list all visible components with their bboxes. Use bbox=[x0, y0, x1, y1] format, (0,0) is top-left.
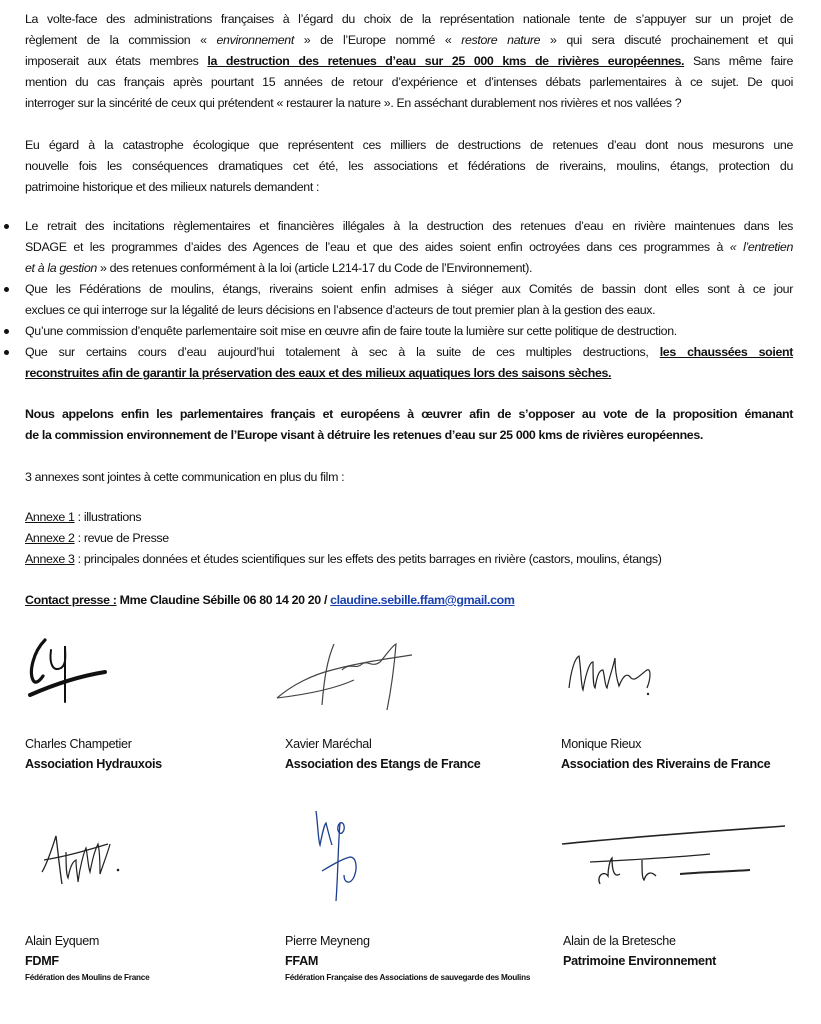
intro-line: La volte-face des administrations françaises à l’égard du choix de la représentation nationale tente de s’appuyer sur un projet de bbox=[25, 12, 793, 26]
appeal-paragraph bbox=[25, 404, 793, 446]
demand-line: exclues ce qui interroge sur la légalité de leurs décisions en l’absence d’acteurs de tout premier plan à la gestion des eaux. bbox=[25, 303, 656, 317]
separator: : bbox=[74, 531, 84, 545]
signature-meyneng bbox=[310, 805, 390, 905]
intro-line bbox=[25, 30, 793, 51]
annex-item bbox=[25, 507, 793, 528]
demand-item bbox=[0, 321, 821, 342]
signatory-org: Association des Riverains de France bbox=[561, 757, 771, 771]
text-run: » de l’Europe nommé « bbox=[293, 33, 462, 47]
contact-line bbox=[25, 590, 793, 611]
signature-champetier bbox=[25, 632, 115, 712]
signatory-1 bbox=[25, 734, 285, 774]
signatory-name: Alain de la Bretesche bbox=[563, 934, 676, 948]
signatory-org: FFAM bbox=[285, 954, 319, 968]
demand-line bbox=[25, 342, 793, 363]
signatory-name: Charles Champetier bbox=[25, 737, 132, 751]
annex-label: Annexe 3 bbox=[25, 552, 75, 566]
signatory-org: Association des Etangs de France bbox=[285, 757, 481, 771]
appeal-line: Nous appelons enfin les parlementaires français et européens à œuvrer afin de s’opposer au vote de la proposition émanant bbox=[25, 407, 793, 421]
demands-intro-line: nouvelle fois les conséquences dramatiques cet été, les associations et fédérations de riverains, moulins, étangs, protection du bbox=[25, 159, 793, 173]
contact-email-link[interactable]: claudine.sebille.ffam@gmail.com bbox=[330, 593, 515, 607]
annexes-intro bbox=[25, 467, 793, 488]
separator: : bbox=[74, 552, 84, 566]
annex-desc: principales données et études scientifiques sur les effets des petits barrages en rivière (castors, moulins, étangs) bbox=[83, 552, 662, 566]
demand-line: Que les Fédérations de moulins, étangs, riverains soient enfin admises à siéger aux Comités de bassin dont elles sont à ce jour bbox=[25, 282, 793, 296]
bullet-icon bbox=[4, 224, 9, 229]
signatory-6 bbox=[563, 931, 821, 971]
text-run: Que sur certains cours d’eau aujourd’hui totalement à sec à la suite de ces multiples destructions, bbox=[25, 345, 660, 359]
appeal-line: de la commission environnement de l’Europe visant à détruire les retenues d’eau sur 25 000 kms de rivières européennes. bbox=[25, 428, 703, 442]
demands-intro-line: patrimoine historique et des milieux naturels demandent : bbox=[25, 180, 320, 194]
separator: : bbox=[74, 510, 84, 524]
contact-text bbox=[25, 590, 793, 611]
signature-bretesche bbox=[560, 818, 790, 898]
signatory-org: FDMF bbox=[25, 954, 59, 968]
italic-term: restore nature bbox=[461, 33, 541, 47]
demand-item bbox=[0, 216, 821, 279]
text-run: imposerait aux états membres bbox=[25, 54, 208, 68]
annex-label: Annexe 2 bbox=[25, 531, 75, 545]
demand-line bbox=[25, 237, 793, 258]
demand-item bbox=[0, 279, 821, 321]
annex-label: Annexe 1 bbox=[25, 510, 75, 524]
signatory-name: Xavier Maréchal bbox=[285, 737, 372, 751]
italic-term: « l’entretien bbox=[729, 240, 793, 254]
annex-item bbox=[25, 528, 793, 549]
signature-marechal bbox=[272, 640, 422, 715]
demand-item bbox=[0, 342, 821, 384]
demand-line bbox=[25, 258, 793, 279]
demand-line bbox=[25, 363, 793, 384]
signatory-org: Patrimoine Environnement bbox=[563, 954, 717, 968]
signatory-name: Pierre Meyneng bbox=[285, 934, 370, 948]
annexes-intro-text: 3 annexes sont jointes à cette communication en plus du film : bbox=[25, 470, 345, 484]
signatory-org-full: Fédération des Moulins de France bbox=[25, 973, 150, 982]
intro-paragraph bbox=[25, 9, 793, 114]
annex-desc: illustrations bbox=[83, 510, 142, 524]
bullet-icon bbox=[4, 287, 9, 292]
bullet-icon bbox=[4, 329, 9, 334]
text-run: » des retenues conformément à la loi (article L214-17 du Code de l’Environnement). bbox=[96, 261, 533, 275]
signatory-org-full: Fédération Française des Associations de sauvegarde des Moulins bbox=[285, 973, 531, 982]
bullet-icon bbox=[4, 350, 9, 355]
demands-list bbox=[0, 216, 821, 384]
demands-intro-paragraph bbox=[25, 135, 793, 198]
contact-label: Contact presse : bbox=[25, 593, 117, 607]
emphasis-text: reconstruites afin de garantir la préservation des eaux et des milieux aquatiques lors des saisons sèches. bbox=[25, 366, 612, 380]
text-run: règlement de la commission « bbox=[25, 33, 217, 47]
demand-line: Le retrait des incitations règlementaires et financières illégales à la destruction des retenues d’eau en rivière maintenues dans les bbox=[25, 219, 793, 233]
demand-line: Qu’une commission d’enquête parlementaire soit mise en œuvre afin de faire toute la lumière sur cette politique de destruction. bbox=[25, 324, 677, 338]
text-run: SDAGE et les programmes d’aides des Agences de l’eau et que des aides soient enfin octroyées dans ces programmes à bbox=[25, 240, 730, 254]
signatory-2 bbox=[285, 734, 545, 774]
intro-line: interroger sur la sincérité de ceux qui prétendent « restaurer la nature ». En asséchant durablement nos rivières et nos vallées ? bbox=[25, 96, 682, 110]
signatory-5 bbox=[285, 931, 585, 985]
signature-eyquem bbox=[38, 822, 138, 902]
intro-line: mention du cas français après pourtant 15 années de retour d’expérience et d’intenses débats parlementaires à ce sujet. De quoi bbox=[25, 75, 793, 89]
intro-line bbox=[25, 51, 793, 72]
italic-term: et à la gestion bbox=[25, 261, 97, 275]
annex-item bbox=[25, 549, 793, 570]
signatory-4 bbox=[25, 931, 285, 985]
text-run: » qui sera discuté prochainement et qui bbox=[540, 33, 793, 47]
emphasis-text: les chaussées soient bbox=[659, 345, 793, 359]
signature-rieux bbox=[565, 648, 665, 708]
annex-desc: revue de Presse bbox=[83, 531, 169, 545]
demands-intro-line: Eu égard à la catastrophe écologique que représentent ces milliers de destructions de retenues d’eau dont nous mesurons une bbox=[25, 138, 793, 152]
annexes-list bbox=[25, 507, 793, 570]
italic-term: environnement bbox=[216, 33, 294, 47]
signatory-org: Association Hydrauxois bbox=[25, 757, 162, 771]
text-run: Sans même faire bbox=[684, 54, 793, 68]
signatory-3 bbox=[561, 734, 821, 774]
signatory-name: Alain Eyquem bbox=[25, 934, 100, 948]
emphasis-text: la destruction des retenues d’eau sur 25 000 kms de rivières européennes. bbox=[207, 54, 685, 68]
signatory-name: Monique Rieux bbox=[561, 737, 642, 751]
contact-name-phone: Mme Claudine Sébille 06 80 14 20 20 / bbox=[116, 593, 331, 607]
